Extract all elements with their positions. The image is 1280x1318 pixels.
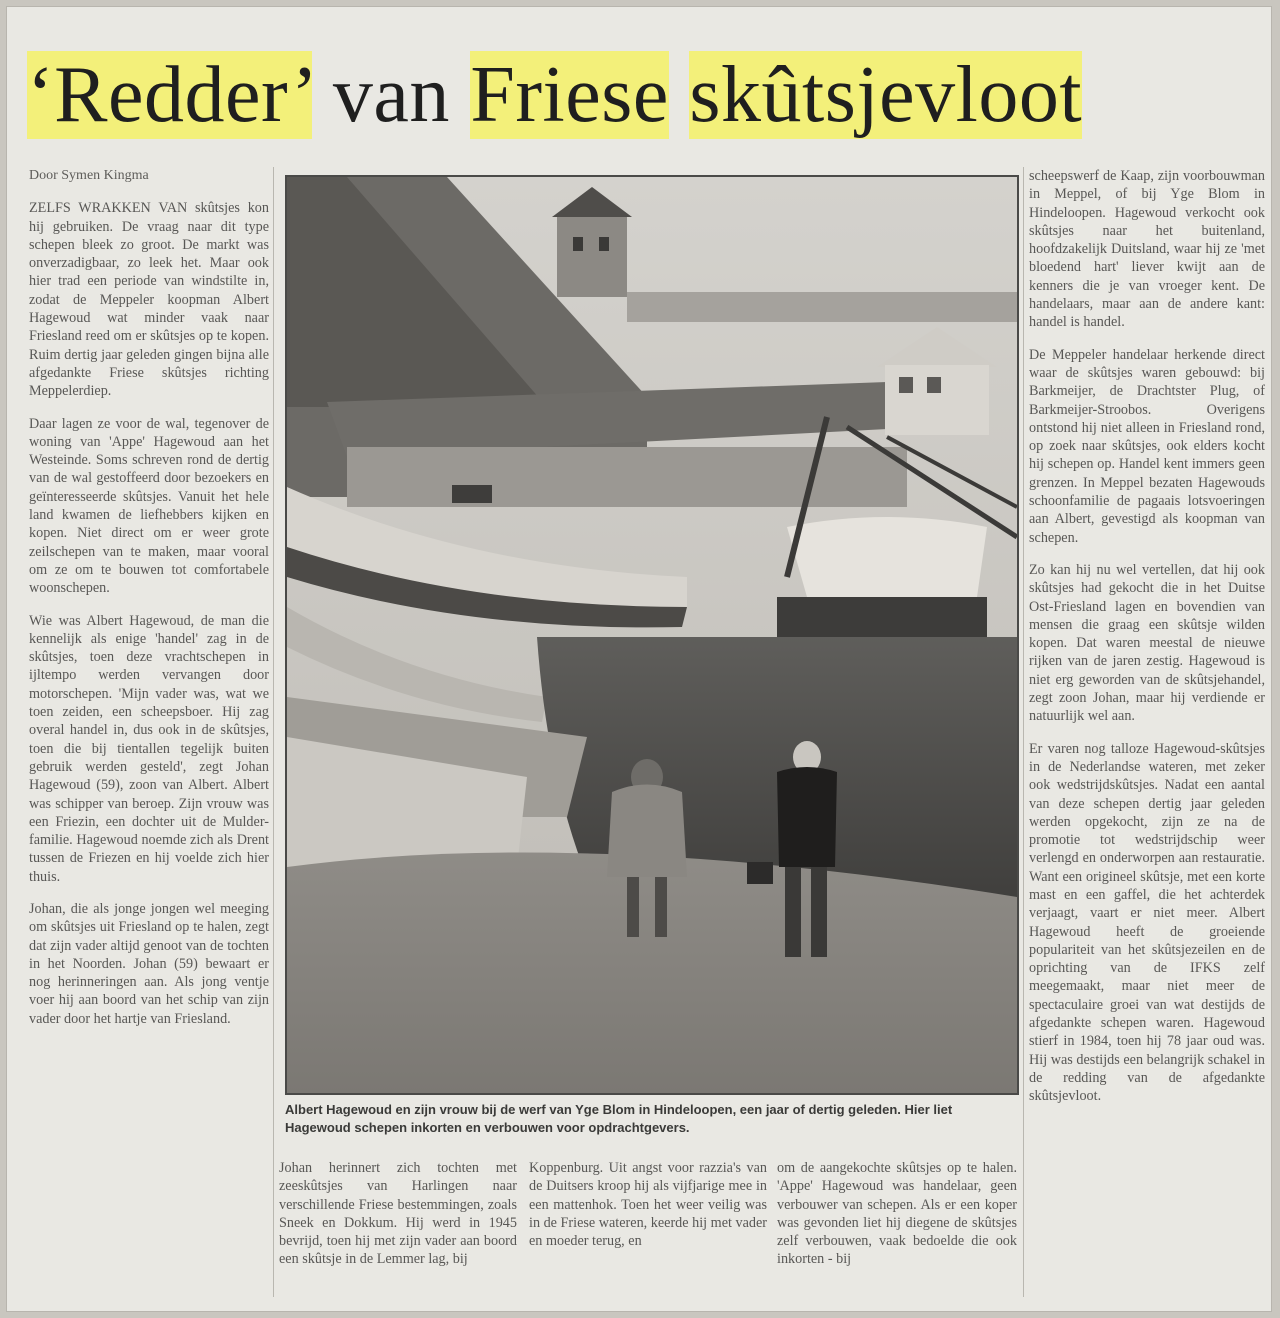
headline <box>27 45 1257 145</box>
paragraph: scheepswerf de Kaap, zijn voorbouwman in Meppel, of bij Yge Blom in Hindeloopen. Hagewoud verkocht ook skûtsjes naar het buitenland, hoofdzakelijk Duitsland, waar hij ze 'met bloedend hart' liever kwijt aan de kenners die je van vroeger kent. De handelaars, maar aan de andere kant: handel is handel. <box>1029 168 1265 331</box>
column-bottom-3: om de aangekochte skûtsjes op te halen. 'Appe' Hagewoud was handelaar, geen verbouwer van schepen. Als er een koper was gevonden liet hij diegene de skûtsjes zelf verbouwen, vaak bedoelde die ook inkorten - bij <box>777 1160 1017 1268</box>
newspaper-page <box>6 6 1272 1312</box>
article-photo <box>285 175 1019 1095</box>
paragraph: Daar lagen ze voor de wal, tegenover de woning van 'Appe' Hagewoud aan het Westeinde. Soms schreven rond de dertig van de wal gestoffeerd door bezoekers en geïnteresseerde skûtsjes. Vanuit het hele land kwamen de liefhebbers kijken en kopen. Niet direct om er weer grote zeilschepen van te maken, maar vooral om ze om te bouwen tot comfortabele woonschepen. <box>29 415 269 597</box>
column-rule <box>1023 167 1024 1297</box>
paragraph: Wie was Albert Hagewoud, de man die kennelijk als enige 'handel' zag in de skûtsjes, toen deze vrachtschepen in ijltempo werden vervangen door motorschepen. 'Mijn vader was, wat we toen zeiden, een scheepsboer. Hij zag overal handel in, dus ook in de skûtsjes, toen die bij tientallen tegelijk buiten gebruik werden gesteld', zegt Johan Hagewoud (59), zoon van Albert. Albert was schipper van beroep. Zijn vrouw was een Friezin, een dochter uit de Mulder-familie. Hagewoud noemde zich als Drent tussen de Friezen en hij voelde zich hier thuis. <box>29 612 269 885</box>
photo-illustration <box>287 177 1017 1093</box>
photo-caption: Albert Hagewoud en zijn vrouw bij de werf van Yge Blom in Hindeloopen, een jaar of dertig geleden. Hier liet Hagewoud schepen inkorten en verbouwen voor opdrachtgevers. <box>285 1102 953 1135</box>
headline-part-friese: Friese <box>470 51 669 139</box>
headline-part-skutsjevloot: skûtsjevloot <box>689 51 1083 139</box>
paragraph: De Meppeler handelaar herkende direct waar de skûtsjes waren gebouwd: bij Barkmeijer, de Drachtster Plug, of Barkmeijer-Stroobos. Overigens ontstond hij niet alleen in Friesland rond, op zoek naar skûtsjes, ook elders kocht hij schepen op. Handel kent immers geen grenzen. In Meppel bezaten Hagewouds schoonfamilie de pagaais lotsvoeringen aan Albert, gevestigd als koopman van schepen. <box>1029 346 1265 546</box>
headline-part-van: van <box>312 51 471 139</box>
headline-part-redder: ‘Redder’ <box>27 51 313 139</box>
column-bottom-1: Johan herinnert zich tochten met zeeskûtsjes van Harlingen naar verschillende Friese bestemmingen, zoals Sneek en Dokkum. Hij werd in 1945 bevrijd, toen hij met zijn vader aan boord een skûtsje in de Lemmer lag, bij <box>279 1160 517 1268</box>
paragraph: Johan, die als jonge jongen wel meeging om skûtsjes uit Friesland op te halen, zegt dat zijn vader altijd genoot van de tochten in het Noorden. Johan (59) bewaart er nog herinneringen aan. Als jong ventje voer hij aan boord van het schip van zijn vader door het hartje van Friesland. <box>29 900 269 1027</box>
paragraph: Zo kan hij nu wel vertellen, dat hij ook skûtsjes had gekocht die in het Duitse Ost-Friesland lagen en bovendien van mensen die graag een skûtsje wilden kopen. Dat waren meestal de nieuwe rijken van de jaren zestig. Hagewoud is niet erg geworden van de skûtsjehandel, zegt zoon Johan, maar hij verdiende er natuurlijk wel aan. <box>1029 561 1265 725</box>
column-rule <box>273 167 274 1297</box>
column-bottom-2: Koppenburg. Uit angst voor razzia's van de Duitsers kroop hij als vijfjarige mee in een mattenhok. Toen het weer veilig was in de Friese wateren, keerde hij met vader en moeder terug, en <box>529 1160 767 1250</box>
column-left <box>29 167 269 1297</box>
headline-part-space <box>669 51 690 139</box>
column-right <box>1029 167 1265 1297</box>
paragraph-lead: ZELFS WRAKKEN VAN skûtsjes kon hij gebruiken. De vraag naar dit type schepen bleek zo groot. De markt was onverzadigbaar, zo leek het. Maar ook hier trad een periode van windstilte in, zodat de Meppeler koopman Albert Hagewoud wat minder vaak naar Friesland reed om er skûtsjes op te kopen. Ruim dertig jaar geleden gingen bijna alle afgedankte Friese skûtsjes richting Meppelerdiep. <box>29 200 269 400</box>
byline: Door Symen Kingma <box>29 168 149 183</box>
paragraph: Er varen nog talloze Hagewoud-skûtsjes in de Nederlandse wateren, met zeker ook wedstrijdskûtsjes. Nadat een aantal van deze schepen dertig jaar geleden werden opgekocht, zijn ze na de promotie tot wedstrijdschip weer verlengd en onderworpen aan restauratie. Want een origineel skûtsje, met een korte mast en een gaffel, die het achterdek verjaagt, vaart er niet meer. Albert Hagewoud heeft de groeiende populariteit van het skûtsjezeilen en de oprichting van de IFKS zelf meegemaakt, maar niet meer de spectaculaire groei van wat destijds de afgedankte schepen waren. Hagewoud stierf in 1984, toen hij 78 jaar oud was. Hij was destijds een belangrijk schakel in de redding van de afgedankte skûtsjevloot. <box>1029 740 1265 1105</box>
